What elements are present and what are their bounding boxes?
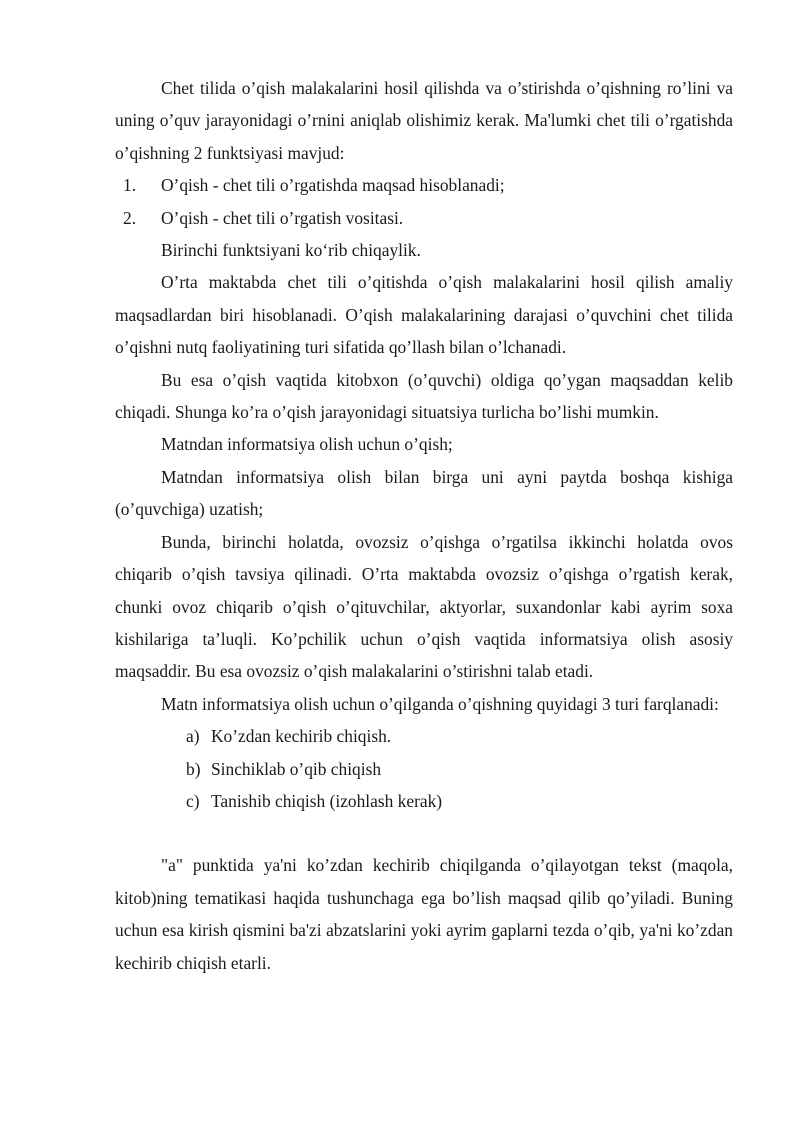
paragraph-purpose: Bu esa o’qish vaqtida kitobxon (o’quvchi) oldiga qo’ygan maqsaddan kelib chiqadi. Shunga ko’ra o’qish jarayonidagi situatsiya turlicha bo’lishi mumkin. bbox=[115, 369, 733, 423]
paragraph-situation-1: Matndan informatsiya olish uchun o’qish; bbox=[161, 434, 453, 455]
list-item-text: Tanishib chiqish (izohlash kerak) bbox=[211, 790, 443, 811]
paragraph-school-goal: O’rta maktabda chet tili o’qitishda o’qish malakalarini hosil qilish amaliy maqsadlardan biri hisoblanadi. O’qish malakalarining darajasi o’quvchini chet tilida o’qishni nutq faoliyatining turi sifatida qo’llash bilan o’lchanadi. bbox=[115, 272, 733, 358]
list-marker: 2. bbox=[123, 207, 137, 228]
list-item bbox=[115, 202, 733, 234]
list-item-text: O’qish - chet tili o’rgatishda maqsad hisoblanadi; bbox=[161, 175, 505, 196]
paragraph-situation-2: Matndan informatsiya olish bilan birga uni ayni paytda boshqa kishiga (o’quvchiga) uzatish; bbox=[115, 466, 733, 520]
functions-list bbox=[115, 169, 733, 234]
list-marker: a) bbox=[186, 726, 200, 747]
list-marker: b) bbox=[186, 758, 201, 779]
list-item bbox=[115, 169, 733, 201]
list-marker: 1. bbox=[123, 175, 137, 196]
blank-line bbox=[115, 817, 733, 849]
paragraph-reading-types: Matn informatsiya olish uchun o’qilganda o’qishning quyidagi 3 turi farqlanadi: bbox=[161, 693, 719, 714]
list-item-text: Ko’zdan kechirib chiqish. bbox=[211, 726, 392, 747]
list-item-text: Sinchiklab o’qib chiqish bbox=[211, 758, 382, 779]
paragraph-skimming: "a" punktida ya'ni ko’zdan kechirib chiqilganda o’qilayotgan tekst (maqola, kitob)ning tematikasi haqida tushunchaga ega bo’lish maqsad qilib qo’yiladi. Buning uchun esa kirish qismini ba'zi abzatslarini yoki ayrim gaplarni tezda o’qib, ya'ni ko’zdan kechirib chiqish etarli. bbox=[115, 855, 733, 973]
paragraph-first-function: Birinchi funktsiyani ko‘rib chiqaylik. bbox=[161, 240, 421, 261]
list-item bbox=[115, 785, 733, 817]
paragraph-silent-reading: Bunda, birinchi holatda, ovozsiz o’qishga o’rgatilsa ikkinchi holatda ovos chiqarib o’qish tavsiya qilinadi. O’rta maktabda ovozsiz o’qishga o’rgatish kerak, chunki ovoz chiqarib o’qish o’qituvchilar, aktyorlar, suxandonlar kabi ayrim soxa kishilariga ta’luqli. Ko’pchilik uchun o’qish vaqtida informatsiya olish asosiy maqsaddir. Bu esa ovozsiz o’qish malakalarini o’stirishni talab etadi. bbox=[115, 531, 733, 682]
paragraph-intro: Chet tilida o’qish malakalarini hosil qilishda va o’stirishda o’qishning ro’lini va uning o’quv jarayonidagi o’rnini aniqlab olishimiz kerak. Ma'lumki chet tili o’rgatishda o’qishning 2 funktsiyasi mavjud: bbox=[115, 78, 733, 163]
list-item-text: O’qish - chet tili o’rgatish vositasi. bbox=[161, 207, 404, 228]
document-page bbox=[115, 72, 733, 979]
reading-types-list bbox=[115, 720, 733, 817]
list-marker: c) bbox=[186, 790, 200, 811]
list-item bbox=[115, 720, 733, 752]
list-item bbox=[115, 753, 733, 785]
